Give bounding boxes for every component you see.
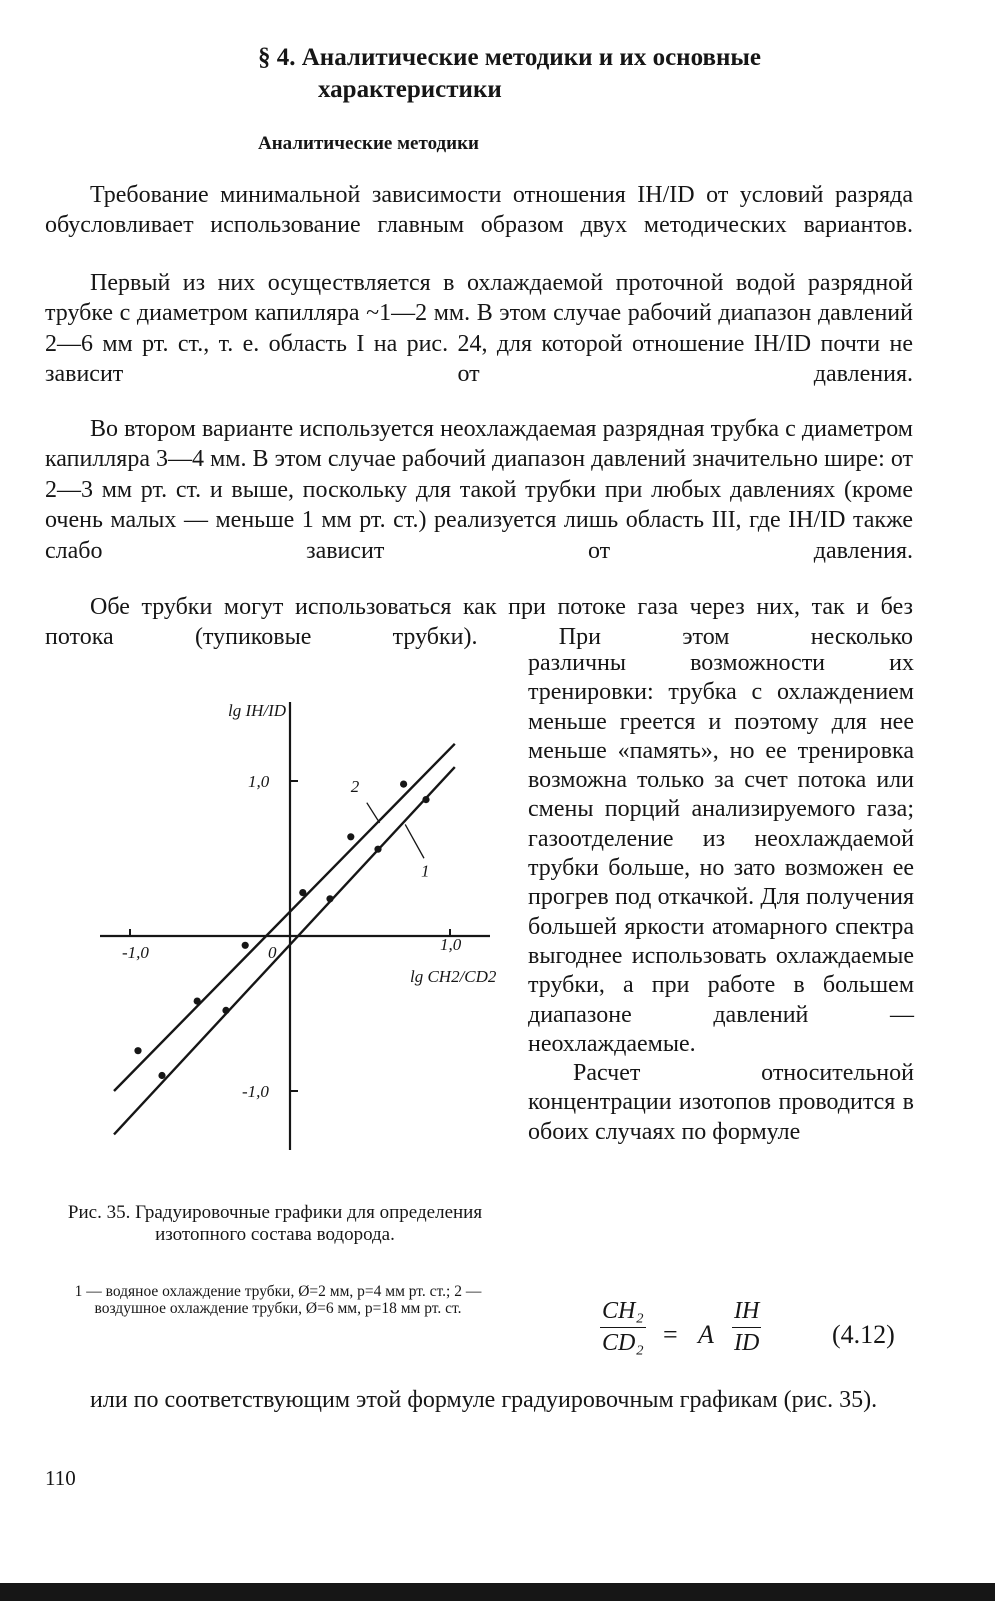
section-title xyxy=(258,42,898,106)
formula-lhs-fraction xyxy=(600,1298,646,1357)
paragraph-4: Обе трубки могут использоваться как при потоке газа через них, так и без потока (тупиковые трубки). При этом несколько xyxy=(45,594,913,651)
formula-lhs-numerator: CH₂ xyxy=(600,1298,646,1328)
series-1-point xyxy=(374,846,381,853)
formula-equals: = xyxy=(663,1320,678,1349)
series-2-line xyxy=(114,744,455,1091)
scan-edge xyxy=(0,1583,995,1601)
series-2-point xyxy=(400,781,407,788)
calibration-chart xyxy=(100,690,500,1180)
y-tick-label: 1,0 xyxy=(248,772,270,791)
formula-coefficient: A xyxy=(698,1320,714,1349)
series-2-leader xyxy=(367,803,380,823)
formula-rhs-fraction xyxy=(732,1298,761,1357)
series-2-point xyxy=(194,998,201,1005)
series-1-label: 1 xyxy=(421,861,430,881)
paragraph-1: Требование минимальной зависимости отношения IH/ID от условий разряда обусловливает использование главным образом двух методических вариантов. xyxy=(45,182,913,239)
series-2-point xyxy=(242,942,249,949)
formula-number: (4.12) xyxy=(832,1320,895,1349)
series-1-point xyxy=(326,895,333,902)
page-number: 110 xyxy=(45,1466,76,1490)
paragraph-6: или по соответствующим этой формуле градуировочным графикам (рис. 35). xyxy=(90,1387,878,1413)
section-title-line1: § 4. Аналитические методики и их основные xyxy=(258,44,761,71)
y-tick-label: -1,0 xyxy=(242,1082,269,1101)
figure-legend: 1 — водяное охлаждение трубки, Ø=2 мм, p=4 мм рт. ст.; 2 — воздушное охлаждение трубки, Ø=6 мм, p=18 мм рт. ст. xyxy=(74,1283,482,1317)
figure-caption: Рис. 35. Градуировочные графики для определения изотопного состава водорода. xyxy=(67,1202,483,1245)
x-tick-label: 1,0 xyxy=(440,935,462,954)
x-tick-label: -1,0 xyxy=(122,943,149,962)
series-2-label: 2 xyxy=(350,776,360,796)
section-title-line2: характеристики xyxy=(318,76,502,103)
paragraph-2: Первый из них осуществляется в охлаждаемой проточной водой разрядной трубке с диаметром капилляра ~1—2 мм. В этом случае рабочий диапазон давлений 2—6 мм рт. ст., т. е. область I на рис. 24, для которой отношение IH/ID почти не зависит от давления. xyxy=(45,270,913,388)
series-2-point xyxy=(134,1047,141,1054)
formula-rhs-denominator: ID xyxy=(734,1330,760,1356)
x-tick-label: 0 xyxy=(268,943,277,962)
formula-lhs-denominator: CD₂ xyxy=(602,1330,644,1356)
text-column xyxy=(528,649,914,1147)
series-1-line xyxy=(114,767,455,1134)
paragraph-4-continued: различны возможности их тренировки: трубка с охлаждением меньше греется и поэтому для нее меньше «память», но ее тренировка возможна только за счет потока или смены порций анализируемого газа; газоотделение из неохлаждаемой трубки больше, но зато возможен ее прогрев под откачкой. Для получения большей яркости атомарного спектра выгоднее использовать охлаждаемые трубки, а при работе в большем диапазоне давлений — неохлаждаемые. xyxy=(528,650,914,1057)
formula-4-12 xyxy=(600,1298,920,1372)
series-1-leader xyxy=(405,824,424,858)
x-axis-label: lg CH2/CD2 xyxy=(410,967,497,986)
paragraph-3: Во втором варианте используется неохлаждаемая разрядная трубка с диаметром капилляра 3—4 мм. В этом случае рабочий диапазон давлений значительно шире: от 2—3 мм рт. ст. и выше, поскольку для такой трубки при любых давлениях (кроме очень малых — меньше 1 мм рт. ст.) реализуется лишь область III, где IH/ID также слабо зависит от давления. xyxy=(45,416,913,564)
paragraph-5: Расчет относительной концентрации изотопов проводится в обоих случаях по формуле xyxy=(528,1060,914,1145)
series-1-point xyxy=(422,796,429,803)
subsection-title: Аналитические методики xyxy=(258,133,479,154)
series-1-point xyxy=(222,1007,229,1014)
series-2-point xyxy=(299,889,306,896)
series-2-point xyxy=(347,833,354,840)
series-1-point xyxy=(158,1072,165,1079)
formula-rhs-numerator: IH xyxy=(732,1298,761,1328)
y-axis-label: lg IH/ID xyxy=(228,701,287,720)
